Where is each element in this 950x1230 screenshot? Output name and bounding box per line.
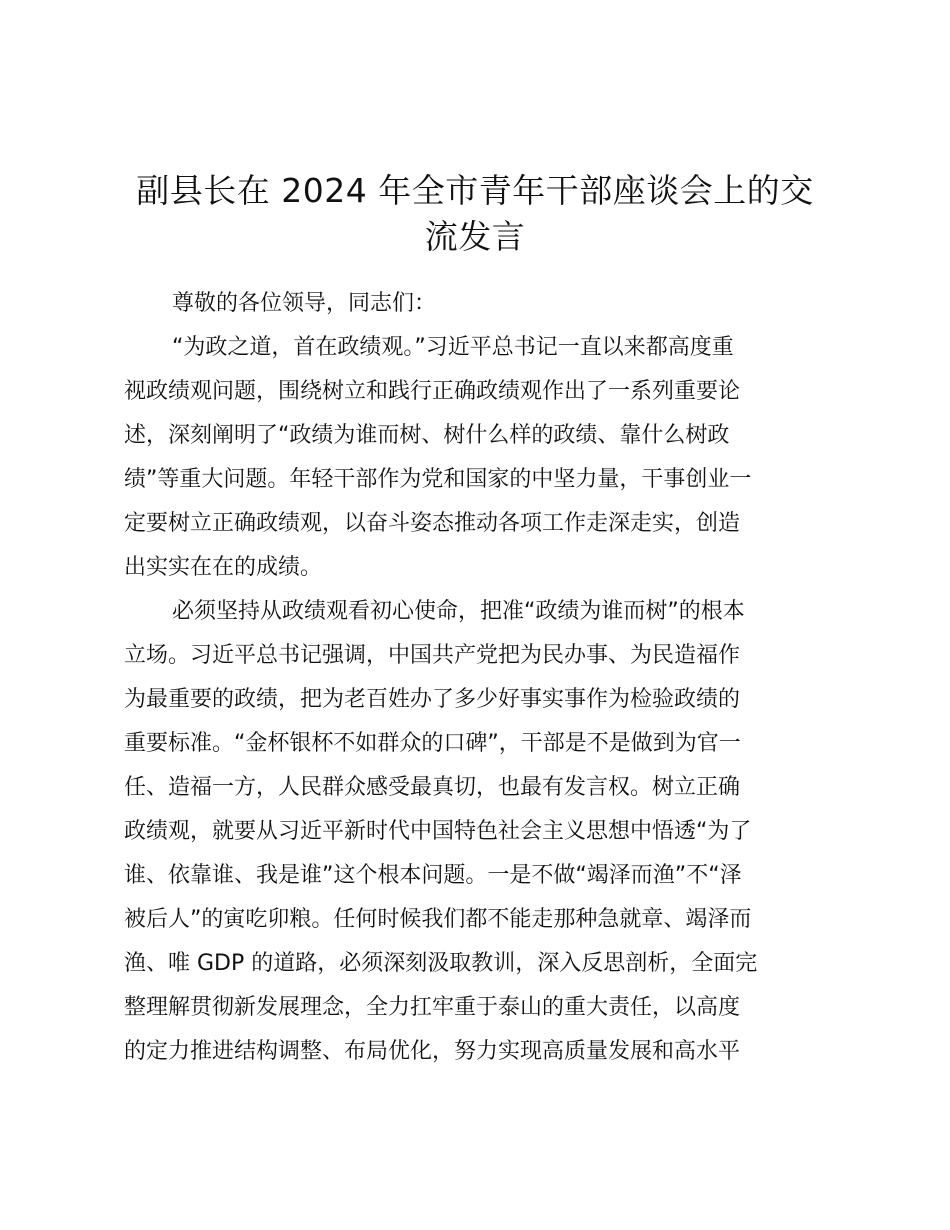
paragraph-2-line: 渔、唯 GDP 的道路，必须深刻汲取教训，深入反思剖析，全面完 <box>124 951 758 976</box>
paragraph-1-line: 出实实在在的成绩。 <box>124 555 323 580</box>
greeting: 尊敬的各位领导，同志们： <box>172 291 437 316</box>
document-body <box>124 282 844 1074</box>
paragraph-2-line: 必须坚持从政绩观看初心使命，把准“政绩为谁而树”的根本 <box>172 599 745 624</box>
paragraph-1-line: 述，深刻阐明了“政绩为谁而树、树什么样的政绩、靠什么树政 <box>124 423 730 448</box>
paragraph-2-line: 整理解贯彻新发展理念，全力扛牢重于泰山的重大责任，以高度 <box>124 995 741 1020</box>
paragraph-2-line: 立场。习近平总书记强调，中国共产党把为民办事、为民造福作 <box>124 643 741 668</box>
paragraph-2-line: 重要标准。“金杯银杯不如群众的口碑”，干部是不是做到为官一 <box>124 731 741 756</box>
title-line: 流发言 <box>424 217 526 256</box>
paragraph-1-line: “为政之道，首在政绩观。”习近平总书记一直以来都高度重 <box>172 335 734 360</box>
paragraph-2-line: 被后人”的寅吃卯粮。任何时候我们都不能走那种急就章、竭泽而 <box>124 907 752 932</box>
paragraph-2-line: 任、造福一方，人民群众感受最真切，也最有发言权。树立正确 <box>124 775 741 800</box>
title-line: 副县长在 2024 年全市青年干部座谈会上的交 <box>136 171 814 210</box>
paragraph-2-line: 为最重要的政绩，把为老百姓办了多少好事实事作为检验政绩的 <box>124 687 741 712</box>
paragraph-1-line: 绩”等重大问题。年轻干部作为党和国家的中坚力量，干事创业一 <box>124 467 752 492</box>
paragraph-1-line: 定要树立正确政绩观，以奋斗姿态推动各项工作走深走实，创造 <box>124 511 741 536</box>
paragraph-2-line: 谁、依靠谁、我是谁”这个根本问题。一是不做“竭泽而渔”不“泽 <box>124 863 742 888</box>
paragraph-1-line: 视政绩观问题，围绕树立和践行正确政绩观作出了一系列重要论 <box>124 379 741 404</box>
paragraph-2-line: 政绩观，就要从习近平新时代中国特色社会主义思想中悟透“为了 <box>124 819 752 844</box>
document-title <box>0 168 950 260</box>
paragraph-2-line: 的定力推进结构调整、布局优化，努力实现高质量发展和高水平 <box>124 1039 741 1064</box>
